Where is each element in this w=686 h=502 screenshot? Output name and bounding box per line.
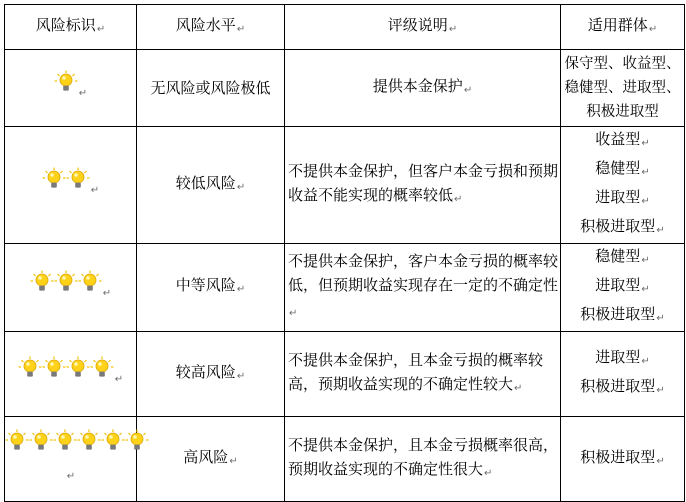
risk-level-cell	[137, 50, 285, 127]
table-row	[5, 244, 685, 332]
group-line: 进取型↵	[595, 276, 650, 295]
lightbulb-icon	[18, 356, 42, 380]
description-text: 提供本金保护	[372, 76, 463, 95]
group-line: 进取型↵	[595, 188, 650, 207]
risk-level-cell	[137, 417, 285, 502]
bulb-group	[5, 429, 149, 453]
paragraph-mark: ↵	[289, 308, 298, 319]
description-cell	[285, 332, 561, 417]
header-row	[5, 5, 685, 50]
lightbulb-icon	[90, 356, 114, 380]
lightbulb-icon	[42, 356, 66, 380]
risk-icon-cell	[5, 332, 137, 417]
paragraph-mark: ↵	[90, 185, 100, 196]
paragraph-mark: ↵	[236, 181, 246, 193]
paragraph-mark: ↵	[66, 471, 76, 482]
lightbulb-icon	[101, 429, 125, 453]
description-text: 不提供本金保护，但客户本金亏损和预期收益不能实现的概率较低	[288, 161, 559, 204]
group-line: 收益型↵	[595, 130, 650, 149]
description-cell	[285, 127, 561, 244]
risk-icon-cell	[5, 127, 137, 244]
table-row	[5, 417, 685, 502]
header-description	[285, 5, 561, 50]
risk-level-text: 较高风险	[175, 362, 236, 381]
description-text: 不提供本金保护，且本金亏损的概率较高，预期收益实现的不确定性较大	[288, 350, 544, 393]
paragraph-mark: ↵	[463, 84, 473, 96]
risk-icon-cell	[5, 244, 137, 332]
group-line: 积极进取型↵	[580, 447, 665, 467]
lightbulb-icon	[66, 167, 90, 191]
lightbulb-icon	[54, 70, 78, 94]
bulb-group	[18, 356, 114, 380]
paragraph-mark: ↵	[454, 193, 463, 205]
table-row	[5, 127, 685, 244]
risk-level-text: 高风险	[183, 447, 229, 466]
header-label: 适用群体	[587, 15, 648, 34]
lightbulb-icon	[77, 429, 101, 453]
paragraph-mark: ↵	[102, 287, 112, 299]
header-label: 评级说明	[387, 15, 448, 34]
group-line: 积极进取型↵	[580, 377, 665, 396]
risk-level-text: 较低风险	[175, 173, 236, 192]
lightbulb-icon	[78, 270, 102, 294]
group-line: 积极进取型↵	[580, 305, 665, 324]
description-text: 不提供本金保护，且本金亏损概率很高，预期收益实现的不确定性很大	[288, 435, 559, 478]
paragraph-mark: ↵	[114, 374, 124, 385]
group-line: 积极进取型↵	[580, 217, 665, 236]
lightbulb-icon	[125, 429, 149, 453]
risk-icon-cell	[5, 50, 137, 127]
description-cell	[285, 50, 561, 127]
header-risk-icon	[5, 5, 137, 50]
paragraph-mark: ↵	[236, 284, 246, 295]
paragraph-mark: ↵	[78, 88, 88, 99]
lightbulb-icon	[42, 167, 66, 191]
risk-icon-cell	[5, 417, 137, 502]
paragraph-mark: ↵	[484, 467, 493, 479]
table-row	[5, 50, 685, 127]
group-line: 稳健型↵	[595, 247, 650, 266]
paragraph-mark: ↵	[96, 23, 106, 35]
group-line: 进取型↵	[595, 348, 650, 367]
group-line: 保守型、收益型、	[564, 56, 681, 72]
bulb-group	[30, 270, 102, 294]
bulb-group	[42, 167, 90, 191]
group-cell	[561, 244, 685, 332]
header-label: 风险标识	[35, 15, 96, 34]
group-cell	[561, 127, 685, 244]
paragraph-mark: ↵	[229, 455, 238, 467]
paragraph-mark: ↵	[648, 23, 658, 35]
group-line: 稳健型、进取型、	[564, 80, 681, 96]
group-cell	[561, 50, 685, 127]
table-row	[5, 332, 685, 417]
lightbulb-icon	[54, 270, 78, 294]
group-line: 积极进取型	[586, 104, 659, 120]
header-label: 风险水平	[175, 15, 236, 34]
risk-rating-table	[4, 4, 685, 502]
lightbulb-icon	[66, 356, 90, 380]
header-risk-level	[137, 5, 285, 50]
risk-level-text: 中等风险	[175, 276, 236, 294]
paragraph-mark: ↵	[236, 23, 246, 35]
lightbulb-icon	[29, 429, 53, 453]
description-cell	[285, 417, 561, 502]
group-line: 稳健型↵	[595, 159, 650, 178]
description-cell	[285, 244, 561, 332]
risk-level-cell	[137, 332, 285, 417]
bulb-group	[54, 70, 78, 94]
paragraph-mark: ↵	[236, 370, 246, 382]
risk-level-cell	[137, 127, 285, 244]
header-target-group	[561, 5, 685, 50]
risk-level-cell	[137, 244, 285, 332]
group-cell	[561, 332, 685, 417]
group-cell	[561, 417, 685, 502]
paragraph-mark: ↵	[514, 382, 523, 394]
lightbulb-icon	[53, 429, 77, 453]
risk-level-text: 无风险或风险极低	[150, 79, 271, 97]
description-text: 不提供本金保护，客户本金亏损的概率较低，但预期收益实现存在一定的不确定性	[288, 252, 559, 294]
lightbulb-icon	[30, 270, 54, 294]
lightbulb-icon	[5, 429, 29, 453]
paragraph-mark: ↵	[448, 23, 458, 35]
